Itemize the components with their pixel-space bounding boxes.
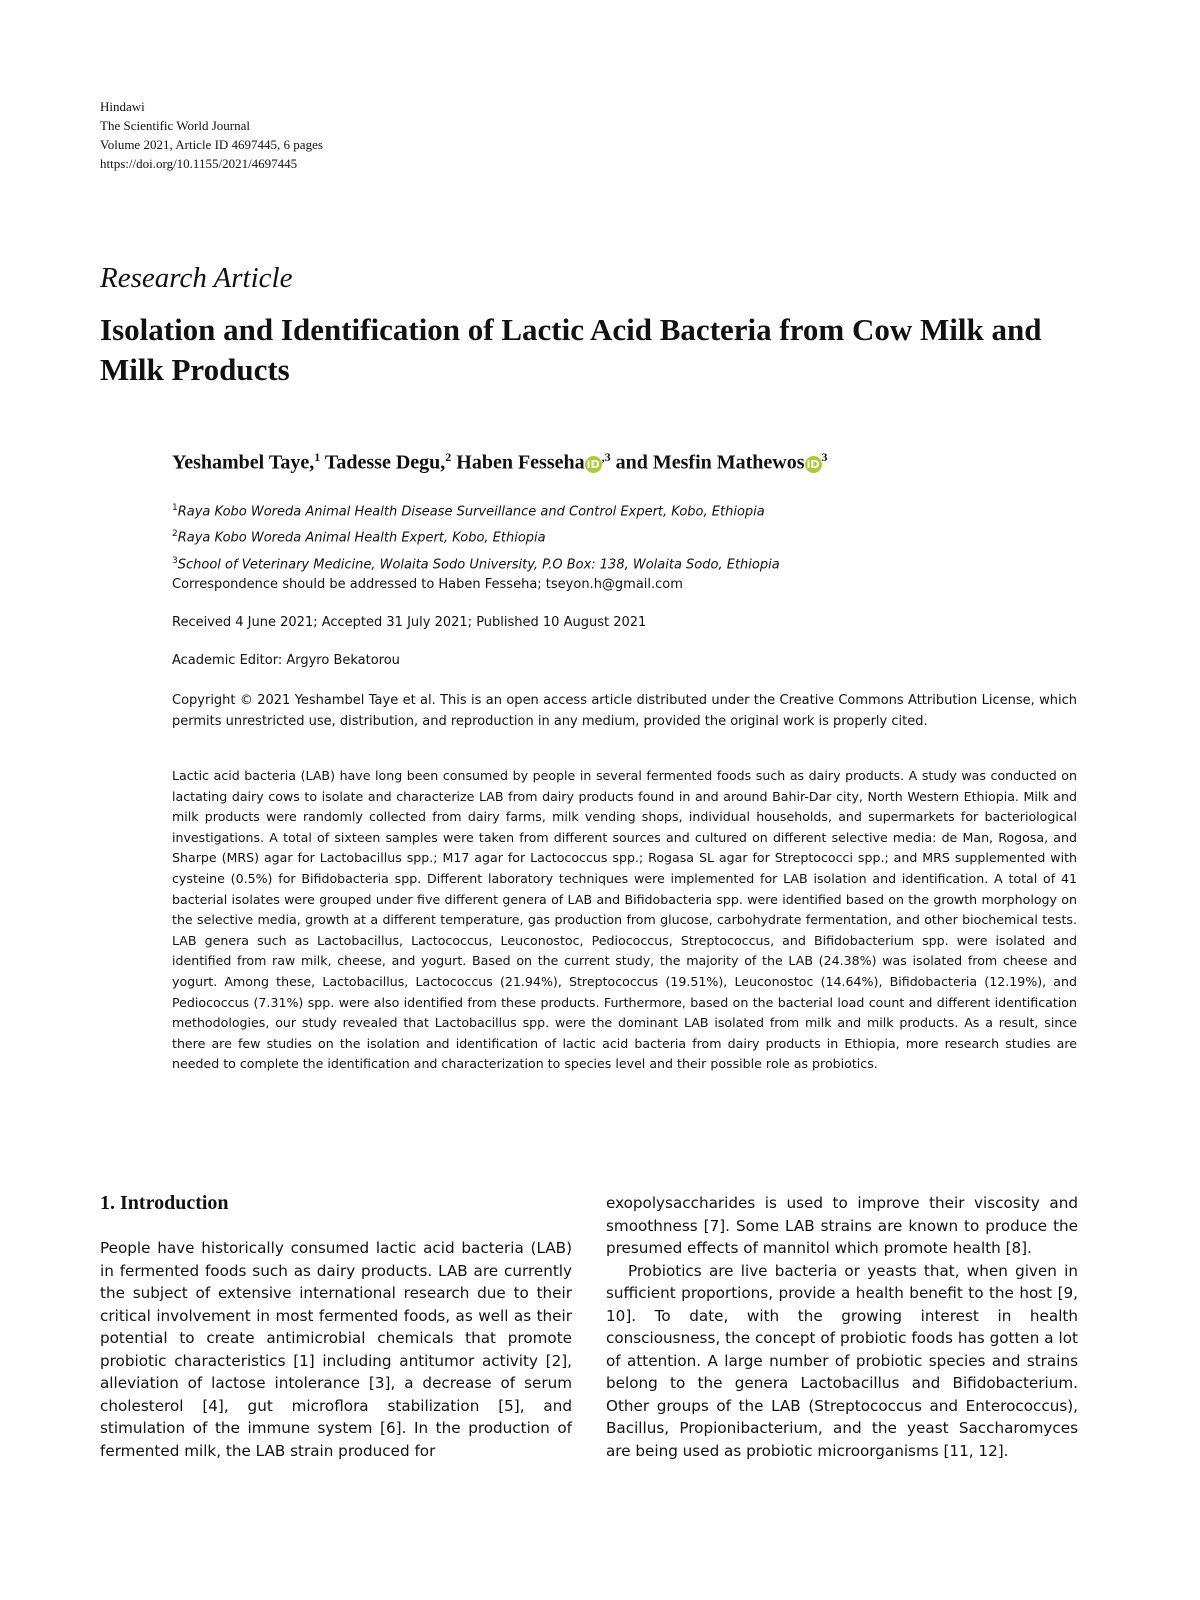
copyright-notice: Copyright © 2021 Yeshambel Taye et al. This is an open access article distributed under the Creative Commons Attribution License, which permits unrestricted use, distribution, and reproduction in any medium, provided the original work is properly cited. bbox=[172, 693, 1077, 729]
doi-link[interactable]: https://doi.org/10.1155/2021/4697445 bbox=[100, 156, 298, 171]
intro-right-column bbox=[606, 1192, 1078, 1462]
publisher-name: Hindawi bbox=[100, 99, 145, 114]
author-affiliation-marker: 3 bbox=[821, 450, 828, 464]
volume-info: Volume 2021, Article ID 4697445, 6 pages bbox=[100, 137, 323, 152]
affiliation-item: $^2$Raya Kobo Woreda Animal Health Expert, Kobo, Ethiopia bbox=[172, 529, 546, 546]
intro-left-column bbox=[100, 1237, 572, 1462]
correspondence: Correspondence should be addressed to Haben Fesseha; tseyon.h@gmail.com bbox=[172, 577, 683, 592]
author-affiliation-marker: 1 bbox=[314, 450, 321, 464]
journal-name: The Scientific World Journal bbox=[100, 118, 250, 133]
orcid-icon[interactable]: iD bbox=[805, 456, 822, 473]
article-type: Research Article bbox=[100, 262, 293, 294]
paragraph: People have historically consumed lactic acid bacteria (LAB) in fermented foods such as dairy products. LAB are currently the subject of extensive international research due to their critical involvement in most fermented foods, as well as their potential to create antimicrobial chemicals that promote probiotic characteristics [1] including antitumor activity [2], alleviation of lactose intolerance [3], a decrease of serum cholesterol [4], gut microflora stabilization [5], and stimulation of the immune system [6]. In the production of fermented milk, the LAB strain produced for bbox=[100, 1239, 572, 1460]
author-affiliation-marker: 2 bbox=[445, 450, 452, 464]
orcid-icon[interactable]: iD bbox=[585, 456, 602, 473]
journal-header bbox=[100, 97, 323, 173]
article-title: Isolation and Identification of Lactic Acid Bacteria from Cow Milk and Milk Products bbox=[100, 312, 1042, 387]
author-name: Tadesse Degu, bbox=[324, 451, 446, 474]
author-name: and Mesfin Mathewos bbox=[615, 451, 805, 474]
academic-editor: Academic Editor: Argyro Bekatorou bbox=[172, 653, 400, 668]
author-name: Yeshambel Taye, bbox=[172, 451, 315, 474]
section-heading: 1. Introduction bbox=[100, 1192, 229, 1214]
abstract: Lactic acid bacteria (LAB) have long been consumed by people in several fermented foods such as dairy products. A study was conducted on lactating dairy cows to isolate and characterize LAB from dairy products found in and around Bahir-Dar city, North Western Ethiopia. Milk and milk products were randomly collected from dairy farms, milk vending shops, individual households, and supermarkets for bacteriological investigations. A total of sixteen samples were taken from different sources and cultured on different selective media: de Man, Rogosa, and Sharpe (MRS) agar for Lactobacillus spp.; M17 agar for Lactococcus spp.; Rogasa SL agar for Streptococci spp.; and MRS supplemented with cysteine (0.5%) for Bifidobacteria spp. Different laboratory techniques were implemented for LAB isolation and identification. A total of 41 bacterial isolates were grouped under five different genera of LAB and Bifidobacteria spp. were identified based on the growth morphology on the selective media, growth at a different temperature, gas production from glucose, carbohydrate fermentation, and other biochemical tests. LAB genera such as Lactobacillus, Lactococcus, Leuconostoc, Pediococcus, Streptococcus, and Bifidobacterium spp. were isolated and identified from raw milk, cheese, and yogurt. Based on the current study, the majority of the LAB (24.38%) was isolated from cheese and yogurt. Among these, Lactobacillus, Lactococcus (21.94%), Streptococcus (19.51%), Leuconostoc (14.64%), Bifidobacteria (12.19%), and Pediococcus (7.31%) spp. were also identified from these products. Furthermore, based on the bacterial load count and different identification methodologies, our study revealed that Lactobacillus spp. were the dominant LAB isolated from milk and milk products. As a result, since there are few studies on the isolation and identification of lactic acid bacteria from dairy products in Ethiopia, more research studies are needed to complete the identification and characterization to species level and their possible role as probiotics. bbox=[172, 768, 1077, 1072]
author-affiliation-marker: ,3 bbox=[601, 450, 611, 464]
affiliation-list bbox=[172, 497, 780, 576]
paragraph: exopolysaccharides is used to improve their viscosity and smoothness [7]. Some LAB strains are known to produce the presumed effects of mannitol which promote health [8]. bbox=[606, 1194, 1078, 1257]
affiliation-item: $^1$Raya Kobo Woreda Animal Health Disease Surveillance and Control Expert, Kobo, Ethiopia bbox=[172, 503, 765, 520]
author-name: Haben Fesseha bbox=[456, 451, 585, 474]
paragraph: Probiotics are live bacteria or yeasts that, when given in sufficient proportions, provide a health benefit to the host [9, 10]. To date, with the growing interest in health consciousness, the concept of probiotic foods has gotten a lot of attention. A large number of probiotic species and strains belong to the genera Lactobacillus and Bifidobacterium. Other groups of the LAB (Streptococcus and Enterococcus), Bacillus, Propionibacterium, and the yeast Saccharomyces are being used as probiotic microorganisms [11, 12]. bbox=[606, 1261, 1078, 1460]
author-list bbox=[172, 450, 828, 475]
affiliation-item: $^3$School of Veterinary Medicine, Wolaita Sodo University, P.O Box: 138, Wolaita Sodo, Ethiopia bbox=[172, 555, 780, 572]
article-dates: Received 4 June 2021; Accepted 31 July 2021; Published 10 August 2021 bbox=[172, 615, 647, 630]
